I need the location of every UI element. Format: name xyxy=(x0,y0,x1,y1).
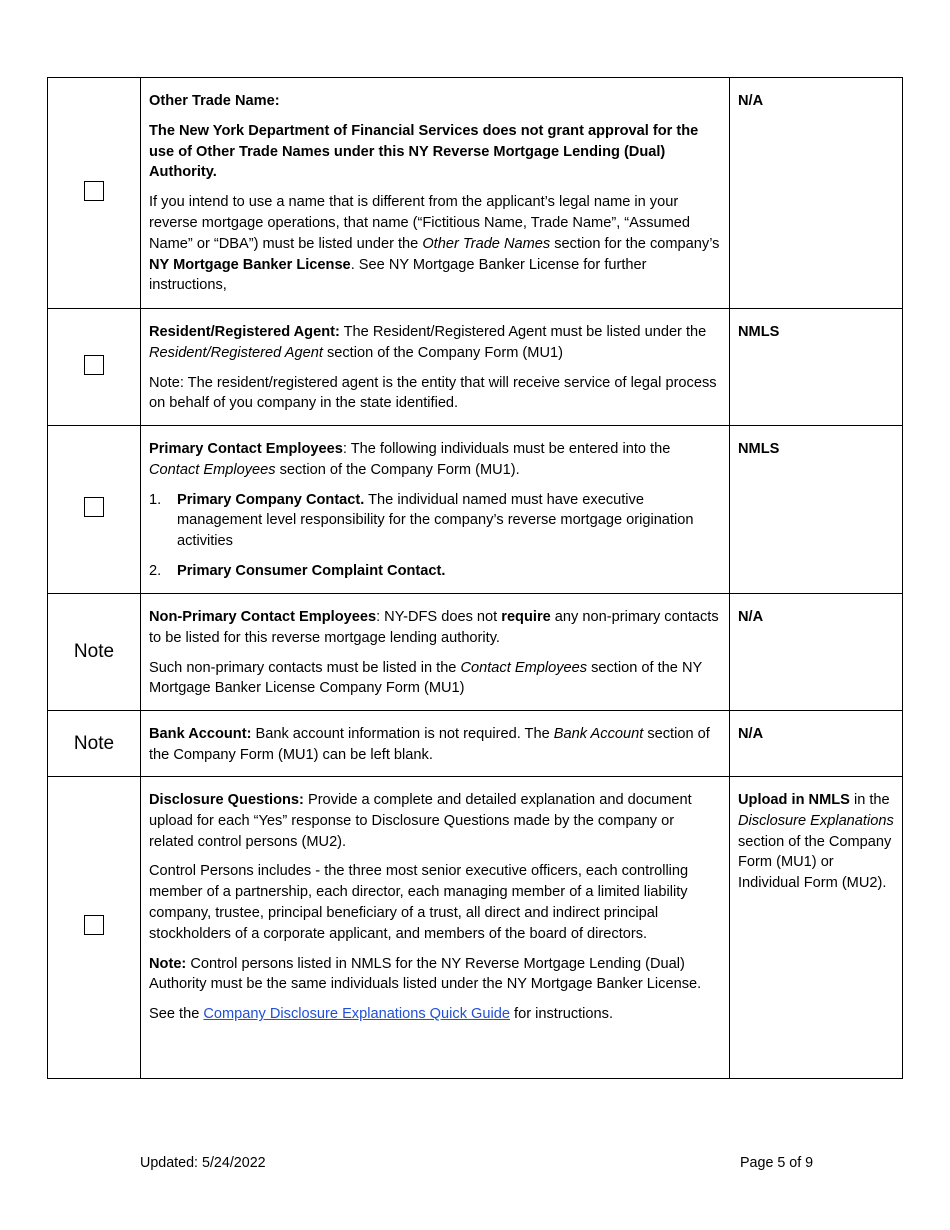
row-note-paragraph: Note: Control persons listed in NMLS for the NY Reverse Mortgage Lending (Dual) Authority must be the same individuals listed under the NY Mortgage Banker License. xyxy=(149,955,702,993)
requirement-cell xyxy=(141,711,730,777)
row-paragraph: Bank Account: Bank account information is not required. The Bank Account section of the Company Form (MU1) can be left blank. xyxy=(149,726,710,763)
checkbox-cell xyxy=(48,309,141,426)
requirement-cell xyxy=(141,426,730,594)
table-row xyxy=(48,78,903,309)
row-paragraph: Resident/Registered Agent: The Resident/Registered Agent must be listed under the Resident/Registered Agent section of the Company Form (MU1) xyxy=(149,324,707,361)
row-title: Resident/Registered Agent: xyxy=(149,324,340,340)
where-label: N/A xyxy=(738,726,764,742)
note-cell xyxy=(48,711,141,777)
row-paragraph: Non-Primary Contact Employees: NY-DFS does not require any non-primary contacts to be listed for this reverse mortgage lending authority. xyxy=(149,609,719,646)
where-label: NMLS xyxy=(738,441,780,457)
row-title: Bank Account: xyxy=(149,726,252,742)
row-title: Disclosure Questions: xyxy=(149,792,304,808)
checkbox[interactable] xyxy=(84,915,104,935)
where-label: N/A xyxy=(738,93,764,109)
list-item: 2. Primary Consumer Complaint Contact. xyxy=(149,562,446,579)
checkbox-cell xyxy=(48,777,141,1079)
checkbox-cell xyxy=(48,78,141,309)
checkbox[interactable] xyxy=(84,497,104,517)
requirements-table xyxy=(47,77,903,1079)
row-paragraph: Primary Contact Employees: The following individuals must be entered into the Contact Employees section of the Company Form (MU1). xyxy=(149,441,671,478)
where-label: N/A xyxy=(738,609,764,625)
table-row xyxy=(48,777,903,1079)
where-label: NMLS xyxy=(738,324,780,340)
row-paragraph-2: Control Persons includes - the three most senior executive officers, each controlling member of a partnership, each director, each managing member of a limited liability company, trustee, principal beneficiary of a trust, all direct and indirect principal stockholders of a corporate applicant, and members of the board of directors. xyxy=(149,863,689,942)
where-cell xyxy=(730,711,903,777)
checkbox[interactable] xyxy=(84,355,104,375)
requirement-cell xyxy=(141,594,730,711)
row-paragraph-2: Such non-primary contacts must be listed in the Contact Employees section of the NY Mortgage Banker License Company Form (MU1) xyxy=(149,659,702,697)
table-row xyxy=(48,309,903,426)
footer-updated: Updated: 5/24/2022 xyxy=(140,1155,266,1171)
row-title: Primary Contact Employees xyxy=(149,441,343,457)
row-bold-paragraph: The New York Department of Financial Services does not grant approval for the use of Other Trade Names under this NY Reverse Mortgage Lending (Dual) Authority. xyxy=(149,122,699,181)
contact-list xyxy=(149,490,721,582)
row-title: Non-Primary Contact Employees xyxy=(149,609,377,625)
note-label: Note xyxy=(73,641,115,662)
checkbox[interactable] xyxy=(84,181,104,201)
row-note-paragraph: Note: The resident/registered agent is the entity that will receive service of legal process on behalf of you company in the state identified. xyxy=(149,374,717,412)
where-text: Upload in NMLS in the Disclosure Explanations section of the Company Form (MU1) or Individual Form (MU2). xyxy=(738,792,894,892)
requirement-cell xyxy=(141,309,730,426)
checkbox-cell xyxy=(48,426,141,594)
where-cell xyxy=(730,309,903,426)
where-cell xyxy=(730,426,903,594)
note-label: Note xyxy=(73,732,115,754)
table-row xyxy=(48,594,903,711)
quick-guide-link[interactable]: Company Disclosure Explanations Quick Guide xyxy=(203,1006,510,1023)
requirement-cell xyxy=(141,777,730,1079)
where-cell xyxy=(730,777,903,1079)
row-paragraph: Disclosure Questions: Provide a complete and detailed explanation and document upload for each “Yes” response to Disclosure Questions made by the company or related control persons (MU2). xyxy=(149,792,692,850)
table-row xyxy=(48,711,903,777)
requirement-cell xyxy=(141,78,730,309)
row-title: Other Trade Name: xyxy=(149,93,280,109)
table-row xyxy=(48,426,903,594)
row-paragraph: If you intend to use a name that is different from the applicant’s legal name in your reverse mortgage operations, that name (“Fictitious Name, Trade Name”, “Assumed Name” or “DBA”) must be listed under the Other Trade Names section for the company’s NY Mortgage Banker License. See NY Mortgage Banker License for further instructions, xyxy=(149,194,720,294)
footer-page-number: Page 5 of 9 xyxy=(740,1155,814,1171)
row-see-paragraph: See the Company Disclosure Explanations Quick Guide for instructions. xyxy=(149,1006,614,1023)
list-item: 1. Primary Company Contact. The individual named must have executive management level responsibility for the company’s reverse mortgage origination activities xyxy=(149,491,694,550)
where-cell xyxy=(730,78,903,309)
where-cell xyxy=(730,594,903,711)
note-cell xyxy=(48,594,141,711)
